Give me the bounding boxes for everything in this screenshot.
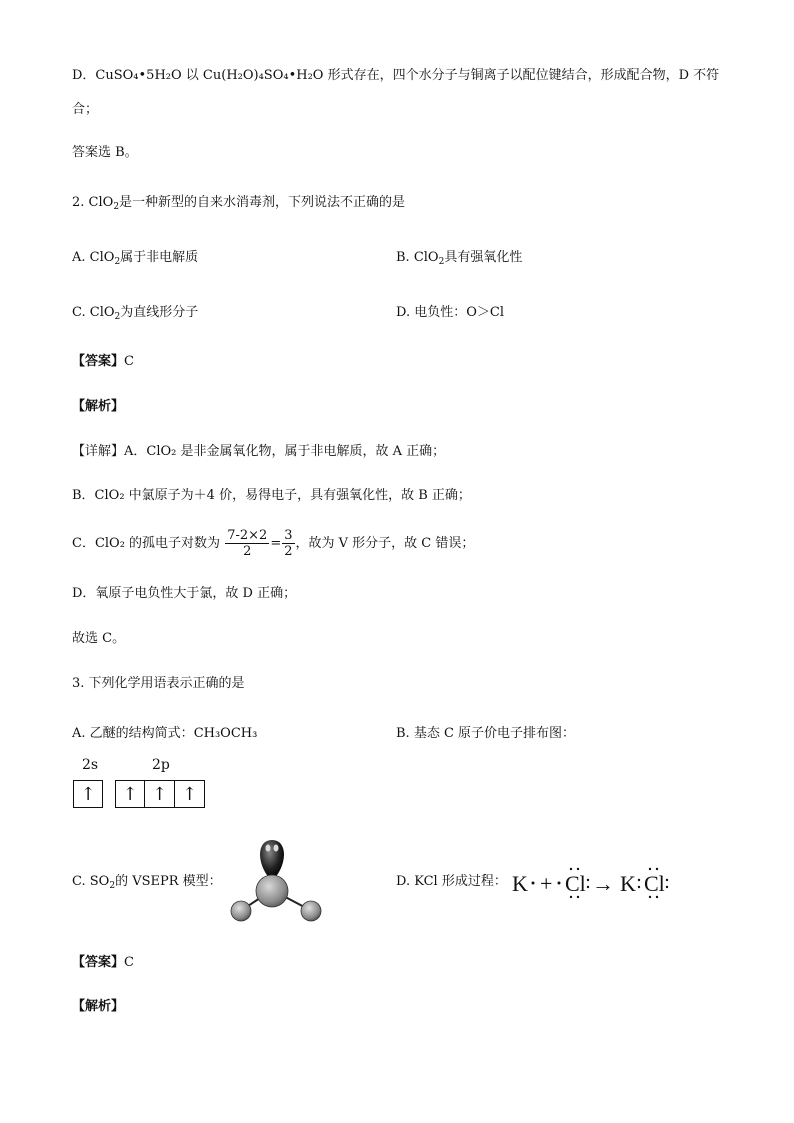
question-2: 2. ClO$_2$是一种新型的自来水消毒剂，下列说法不正确的是 bbox=[72, 195, 406, 212]
orbital-box-2p: ↑ bbox=[145, 780, 175, 808]
svg-text:Cl: Cl bbox=[565, 871, 586, 896]
kcl-formation-diagram bbox=[512, 866, 688, 904]
svg-text:K: K bbox=[512, 871, 528, 896]
text-line: 合； bbox=[72, 102, 99, 117]
text-line: 答案选 B。 bbox=[72, 145, 138, 160]
detail-a: 【详解】A．ClO₂ 是非金属氧化物，属于非电解质，故 A 正确； bbox=[72, 444, 446, 459]
orbital-diagram bbox=[73, 780, 205, 808]
orbital-label-2p: 2p bbox=[152, 757, 170, 773]
option-a: A. ClO$_2$属于非电解质 bbox=[72, 250, 199, 267]
text-line: D．CuSO₄•5H₂O 以 Cu(H₂O)₄SO₄•H₂O 形式存在，四个水分子与铜离子以配位键结合，形成配合物，D 不符 bbox=[72, 68, 720, 83]
svg-text:+: + bbox=[540, 871, 553, 896]
vsepr-model-image bbox=[226, 838, 328, 930]
svg-text:Cl: Cl bbox=[644, 871, 665, 896]
detail-d: D．氧原子电负性大于氯，故 D 正确； bbox=[72, 586, 297, 601]
option-d: D. 电负性：O＞Cl bbox=[396, 305, 504, 320]
orbital-box-2s: ↑ bbox=[73, 780, 103, 808]
q3-option-a: A. 乙醚的结构简式：CH₃OCH₃ bbox=[72, 726, 258, 741]
orbital-label-2s: 2s bbox=[82, 757, 99, 773]
q3-option-b: B. 基态 C 原子价电子排布图： bbox=[396, 726, 576, 741]
q3-option-c: C. $SO_2$的 VSEPR 模型： bbox=[72, 874, 222, 891]
svg-text:K: K bbox=[620, 871, 636, 896]
answer-line-2: 【答案】C bbox=[72, 955, 134, 970]
q3-option-d: D. KCl 形成过程： bbox=[396, 874, 507, 889]
option-b: B. ClO$_2$具有强氧化性 bbox=[396, 250, 523, 267]
question-3: 3. 下列化学用语表示正确的是 bbox=[72, 676, 245, 691]
svg-text:→: → bbox=[592, 871, 614, 896]
fraction: $\frac{7-2\times 2}{2}$ bbox=[227, 528, 268, 559]
orbital-box-2p: ↑ bbox=[115, 780, 145, 808]
detail-b: B．ClO₂ 中氯原子为＋4 价，易得电子，具有强氧化性，故 B 正确； bbox=[72, 488, 471, 503]
detail-c: C．ClO₂ 的孤电子对数为 $\frac{7-2\times 2}{2}$ = $\frac{3}{2}$ ，故为 V 形分子，故 C 错误； bbox=[72, 528, 475, 559]
analysis-heading-2: 【解析】 bbox=[72, 999, 125, 1014]
fraction: $\frac{3}{2}$ bbox=[284, 528, 293, 559]
orbital-box-2p: ↑ bbox=[175, 780, 205, 808]
option-c: C. ClO$_2$为直线形分子 bbox=[72, 305, 199, 322]
conclusion: 故选 C。 bbox=[72, 631, 126, 646]
answer-line: 【答案】C bbox=[72, 354, 134, 369]
analysis-heading: 【解析】 bbox=[72, 399, 125, 414]
